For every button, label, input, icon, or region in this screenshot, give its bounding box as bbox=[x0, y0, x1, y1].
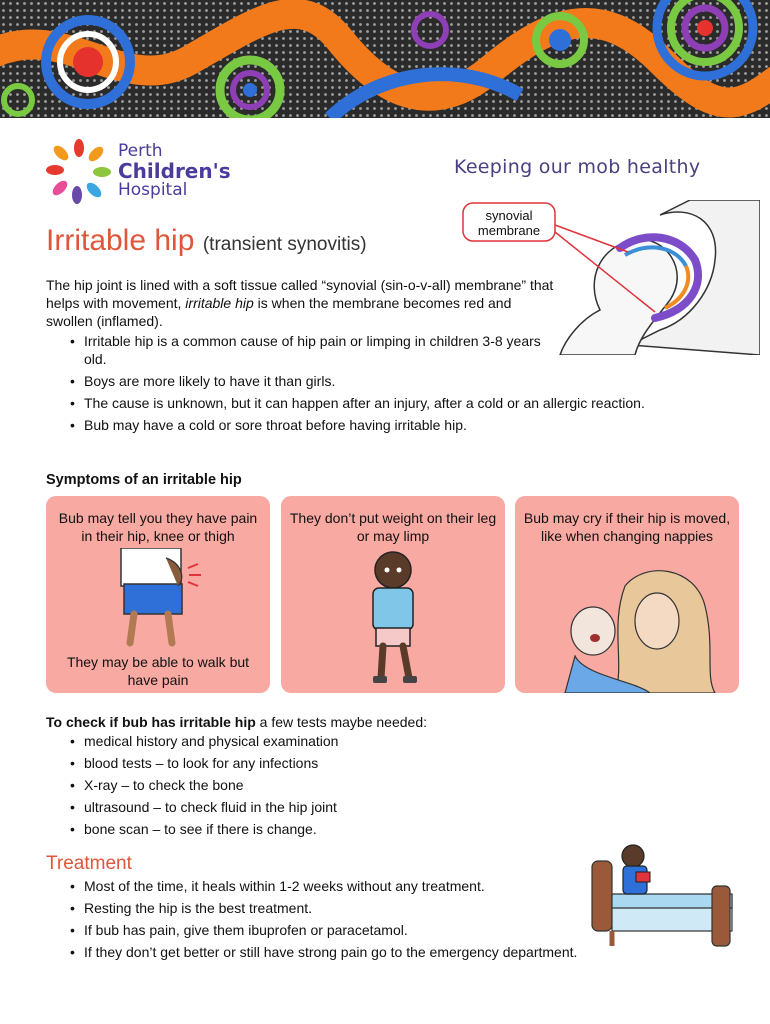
symptom-card-pain bbox=[46, 496, 270, 693]
facts-list bbox=[70, 332, 645, 438]
check-heading bbox=[46, 713, 427, 731]
hospital-logo-text bbox=[118, 143, 231, 199]
title-subtitle: (transient synovitis) bbox=[202, 234, 367, 255]
dot-art-banner bbox=[0, 0, 770, 118]
diagram-label bbox=[463, 208, 555, 238]
symptom-card-text: Bub may tell you they have pain in their hip, knee or thigh bbox=[58, 510, 258, 544]
treatment-item: • If bub has pain, give them ibuprofen or paracetamol. bbox=[70, 921, 660, 939]
hospital-logo-mark bbox=[44, 138, 114, 204]
diagram-label-line-1: synovial bbox=[485, 208, 533, 223]
intro-text-1: The hip joint is lined with a soft tissue called “synovial (sin-o-v-all) membrane” that helps with movement, bbox=[46, 277, 554, 311]
symptom-card-crying bbox=[515, 496, 739, 693]
check-item: • blood tests – to look for any infections bbox=[70, 754, 550, 772]
check-item: • X-ray – to check the bone bbox=[70, 776, 550, 794]
fact-item: • Bub may have a cold or sore throat before having irritable hip. bbox=[70, 416, 664, 434]
symptoms-heading: Symptoms of an irritable hip bbox=[46, 472, 242, 488]
diagram-label-line-2: membrane bbox=[477, 223, 541, 238]
logo-line-1: Perth bbox=[118, 141, 163, 161]
symptom-card-text: They don’t put weight on their leg or may limp bbox=[289, 510, 497, 544]
tagline: Keeping our mob healthy bbox=[454, 156, 701, 178]
treatment-item: • Resting the hip is the best treatment. bbox=[70, 899, 660, 917]
fact-item: • Irritable hip is a common cause of hip pain or limping in children 3-8 years old. bbox=[70, 332, 550, 368]
symptom-card-footer: They may be able to walk but have pain bbox=[66, 654, 250, 688]
check-list bbox=[70, 732, 550, 842]
fact-item: • The cause is unknown, but it can happen after an injury, after a cold or an allergic reaction. bbox=[70, 394, 664, 412]
intro-paragraph bbox=[46, 276, 554, 330]
symptom-card-text: Bub may cry if their hip is moved, like when changing nappies bbox=[523, 510, 731, 544]
dot-art-pattern bbox=[0, 0, 770, 118]
logo-line-3: Hospital bbox=[118, 180, 188, 200]
treatment-list bbox=[70, 877, 660, 965]
check-heading-bold: To check if bub has irritable hip bbox=[46, 714, 256, 730]
child-holding-hip-illustration bbox=[106, 548, 216, 648]
check-heading-rest: a few tests maybe needed: bbox=[255, 714, 427, 730]
intro-emphasis: irritable hip bbox=[185, 295, 254, 311]
intro-text-2: is when the membrane becomes red and swollen (inflamed). bbox=[46, 295, 512, 329]
child-limping-illustration bbox=[353, 548, 433, 688]
treatment-heading: Treatment bbox=[46, 853, 132, 874]
fact-item: • Boys are more likely to have it than girls. bbox=[70, 372, 550, 390]
treatment-item: • If they don’t get better or still have strong pain go to the emergency department. bbox=[70, 943, 660, 961]
title-main: Irritable hip bbox=[46, 224, 195, 257]
logo-line-2: Children's bbox=[118, 159, 231, 183]
page-title bbox=[46, 224, 367, 258]
treatment-item: • Most of the time, it heals within 1-2 weeks without any treatment. bbox=[70, 877, 660, 895]
parent-holding-crying-baby-illustration bbox=[555, 566, 725, 693]
child-resting-in-bed-illustration bbox=[588, 836, 738, 951]
check-item: • bone scan – to see if there is change. bbox=[70, 820, 550, 838]
check-item: • ultrasound – to check fluid in the hip joint bbox=[70, 798, 550, 816]
check-item: • medical history and physical examination bbox=[70, 732, 550, 750]
symptom-card-limp bbox=[281, 496, 505, 693]
